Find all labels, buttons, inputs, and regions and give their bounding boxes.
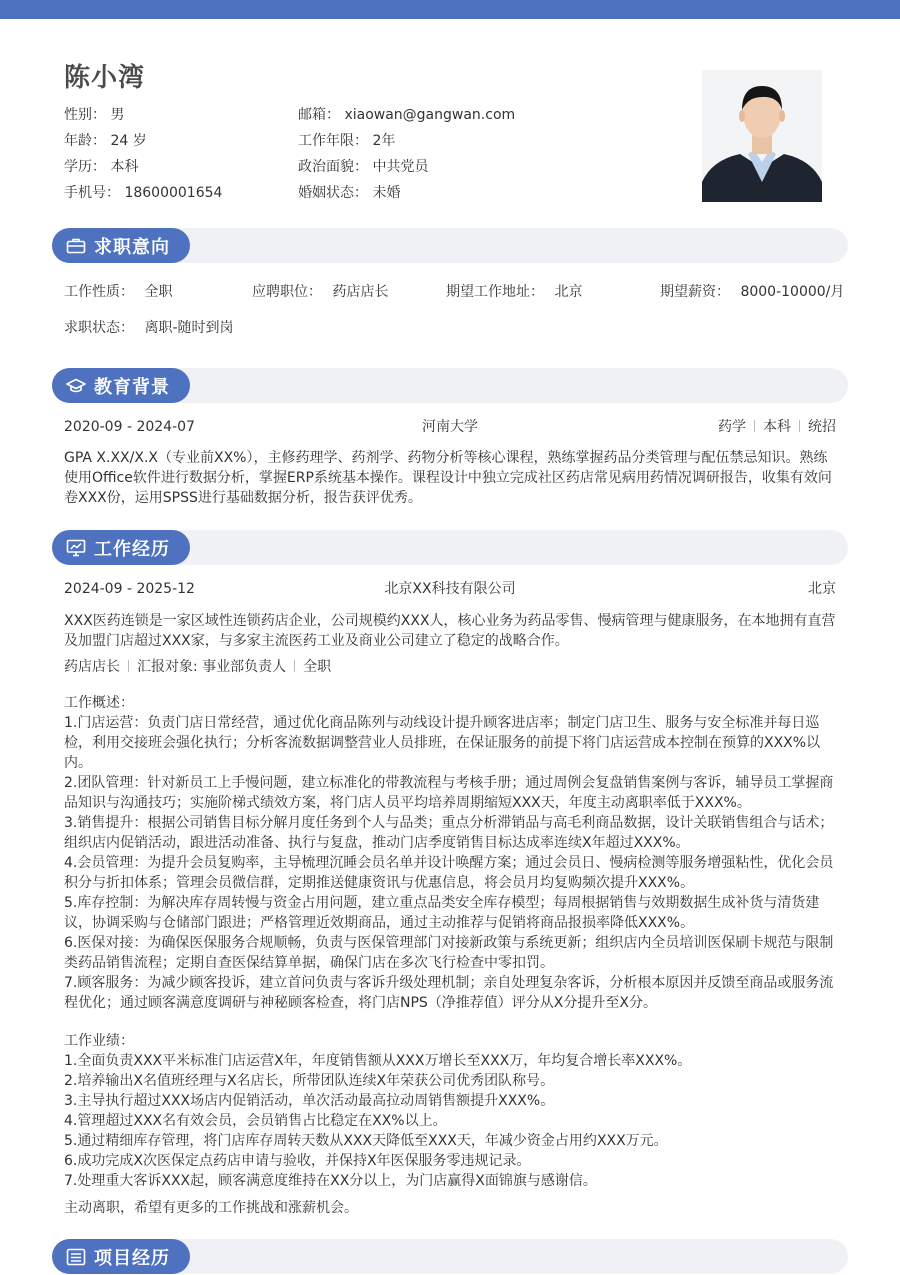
edu-degree: 本科 — [763, 419, 791, 435]
work-tags — [64, 657, 331, 677]
achievement-item: 5.通过精细库存管理，将门店库存周转天数从XXX天降低至XXX天，年减少资金占用约XXX万元。 — [64, 1133, 668, 1149]
section-title: 求职意向 — [94, 236, 170, 258]
overview-label: 工作概述： — [64, 695, 134, 711]
intent-location-label: 期望工作地址： — [446, 284, 544, 300]
report-to: 汇报对象: 事业部负责人 — [137, 659, 287, 675]
intent-type-label: 工作性质： — [64, 284, 134, 300]
intent-location — [446, 282, 582, 302]
overview-item: 7.顾客服务：为减少顾客投诉，建立首问负责与客诉升级处理机制；亲自处理复杂客诉，分析根本原因并反馈至商品或服务流程优化；通过顾客满意度调研与神秘顾客检查，将门店NPS（净推荐值）评分从X分提升至X分。 — [64, 975, 834, 1011]
edu-period: 2020-09 - 2024-07 — [64, 419, 195, 435]
intent-position-value: 药店店长 — [332, 284, 389, 300]
section-title: 工作经历 — [94, 538, 170, 560]
achievement-item: 3.主导执行超过XXX场店内促销活动，单次活动最高拉动周销售额提升XXX%。 — [64, 1093, 555, 1109]
overview-item: 4.会员管理：为提升会员复购率，主导梳理沉睡会员名单并设计唤醒方案；通过会员日、慢病检测等服务增强粘性，优化会员积分与折扣体系；管理会员微信群，定期推送健康资讯与优惠信息，将会员月均复购频次提升XXX%。 — [64, 855, 834, 891]
work-overview — [64, 693, 836, 1013]
political-status: 政治面貌： 中共党员 — [298, 159, 429, 175]
company-description: XXX医药连锁是一家区域性连锁药店企业，公司规模约XXX人，核心业务为药品零售、慢病管理与健康服务，在本地拥有直营及加盟门店超过XXX家，与多家主流医药工业及商业公司建立了稳定的战略合作。 — [64, 613, 836, 649]
phone: 手机号： 18600001654 — [64, 185, 223, 201]
achievement-item: 4.管理超过XXX名有效会员，会员销售占比稳定在XX%以上。 — [64, 1113, 447, 1129]
intent-location-value: 北京 — [554, 284, 583, 300]
gender: 性别： 男 — [64, 107, 125, 123]
graduation-cap-icon — [66, 377, 86, 395]
intent-salary-label: 期望薪资： — [660, 284, 730, 300]
overview-item: 6.医保对接：为确保医保服务合规顺畅，负责与医保管理部门对接新政策与系统更新；组织店内全员培训医保刷卡规范与限制类药品销售流程；定期自查医保结算单据，确保门店在多次飞行检查中零扣罚。 — [64, 935, 834, 971]
candidate-name: 陈小湾 — [64, 63, 146, 93]
top-accent-bar — [0, 0, 900, 19]
intent-position-label: 应聘职位： — [252, 284, 322, 300]
achievements-label: 工作业绩： — [64, 1033, 134, 1049]
intent-type — [64, 282, 172, 302]
work-years: 工作年限： 2年 — [298, 133, 396, 149]
monitor-chart-icon — [66, 539, 86, 557]
work-city: 北京 — [808, 581, 836, 597]
job-type: 全职 — [303, 659, 332, 675]
overview-item: 1.门店运营：负责门店日常经营，通过优化商品陈列与动线设计提升顾客进店率；制定门店卫生、服务与安全标准并每日巡检，利用交接班会强化执行；分析客流数据调整营业人员排班，在保证服务的前提下将门店运营成本控制在预算的XXX%以内。 — [64, 715, 821, 771]
achievement-item: 2.培养输出X名值班经理与X名店长，所带团队连续X年荣获公司优秀团队称号。 — [64, 1073, 555, 1089]
divider — [799, 420, 800, 432]
section-title: 项目经历 — [94, 1247, 170, 1269]
intent-salary — [660, 282, 844, 302]
intent-status-label: 求职状态： — [64, 320, 134, 336]
education-level: 学历： 本科 — [64, 159, 139, 175]
divider — [294, 660, 295, 672]
edu-school: 河南大学 — [422, 419, 478, 435]
edu-description: GPA X.XX/X.X（专业前XX%），主修药理学、药剂学、药物分析等核心课程，熟练掌握药品分类管理与配伍禁忌知识。熟练使用Office软件进行数据分析，掌握ERP系统基本操作。课程设计中独立完成社区药店常见病用药情况调研报告，收集有效问卷XXX份，运用SPSS进行基础数据分析，报告获评优秀。 — [64, 450, 832, 506]
edu-type: 统招 — [808, 419, 836, 435]
intent-position — [252, 282, 388, 302]
work-company: 北京XX科技有限公司 — [384, 581, 516, 597]
work-period: 2024-09 - 2025-12 — [64, 581, 195, 597]
intent-status — [64, 318, 234, 338]
overview-item: 5.库存控制：为解决库存周转慢与资金占用问题，建立重点品类安全库存模型；每周根据销售与效期数据生成补货与清货建议，协调采购与仓储部门跟进；严格管理近效期商品，通过主动推荐与促销将商品报损率降低XXX%。 — [64, 895, 820, 931]
intent-salary-value: 8000-10000/月 — [740, 284, 845, 300]
section-header-intent — [52, 228, 848, 263]
leave-reason: 主动离职，希望有更多的工作挑战和涨薪机会。 — [64, 1200, 358, 1216]
email: 邮箱： xiaowan@gangwan.com — [298, 107, 516, 123]
section-header-work — [52, 530, 848, 565]
marital-status: 婚姻状态： 未婚 — [298, 185, 401, 201]
achievement-item: 1.全面负责XXX平米标准门店运营X年，年度销售额从XXX万增长至XXX万，年均复合增长率XXX%。 — [64, 1053, 692, 1069]
edu-tags — [536, 417, 836, 437]
intent-type-value: 全职 — [144, 284, 173, 300]
divider — [128, 660, 129, 672]
briefcase-icon — [66, 237, 86, 255]
overview-item: 3.销售提升：根据公司销售目标分解月度任务到个人与品类；重点分析滞销品与高毛利商品数据，设计关联销售组合与话术；组织店内促销活动，跟进活动准备、执行与复盘，推动门店季度销售目标达成率连续X年超过XXX%。 — [64, 815, 834, 851]
intent-status-value: 离职-随时到岗 — [144, 320, 234, 336]
job-title: 药店店长 — [64, 659, 120, 675]
achievement-item: 6.成功完成X次医保定点药店申请与验收，并保持X年医保服务零违规记录。 — [64, 1153, 531, 1169]
edu-major: 药学 — [718, 419, 746, 435]
section-header-education — [52, 368, 848, 403]
age: 年龄： 24 岁 — [64, 133, 147, 149]
section-header-project — [52, 1239, 848, 1274]
section-title: 教育背景 — [94, 376, 170, 398]
divider — [754, 420, 755, 432]
profile-photo — [702, 70, 822, 202]
overview-item: 2.团队管理：针对新员工上手慢问题，建立标准化的带教流程与考核手册；通过周例会复盘销售案例与客诉，辅导员工掌握商品知识与沟通技巧；实施阶梯式绩效方案，将门店人员平均培养周期缩短XXX天，年度主动离职率低于XXX%。 — [64, 775, 834, 811]
work-achievements — [64, 1031, 836, 1191]
list-icon — [66, 1248, 86, 1266]
achievement-item: 7.处理重大客诉XXX起，顾客满意度维持在XX分以上，为门店赢得X面锦旗与感谢信。 — [64, 1173, 597, 1189]
